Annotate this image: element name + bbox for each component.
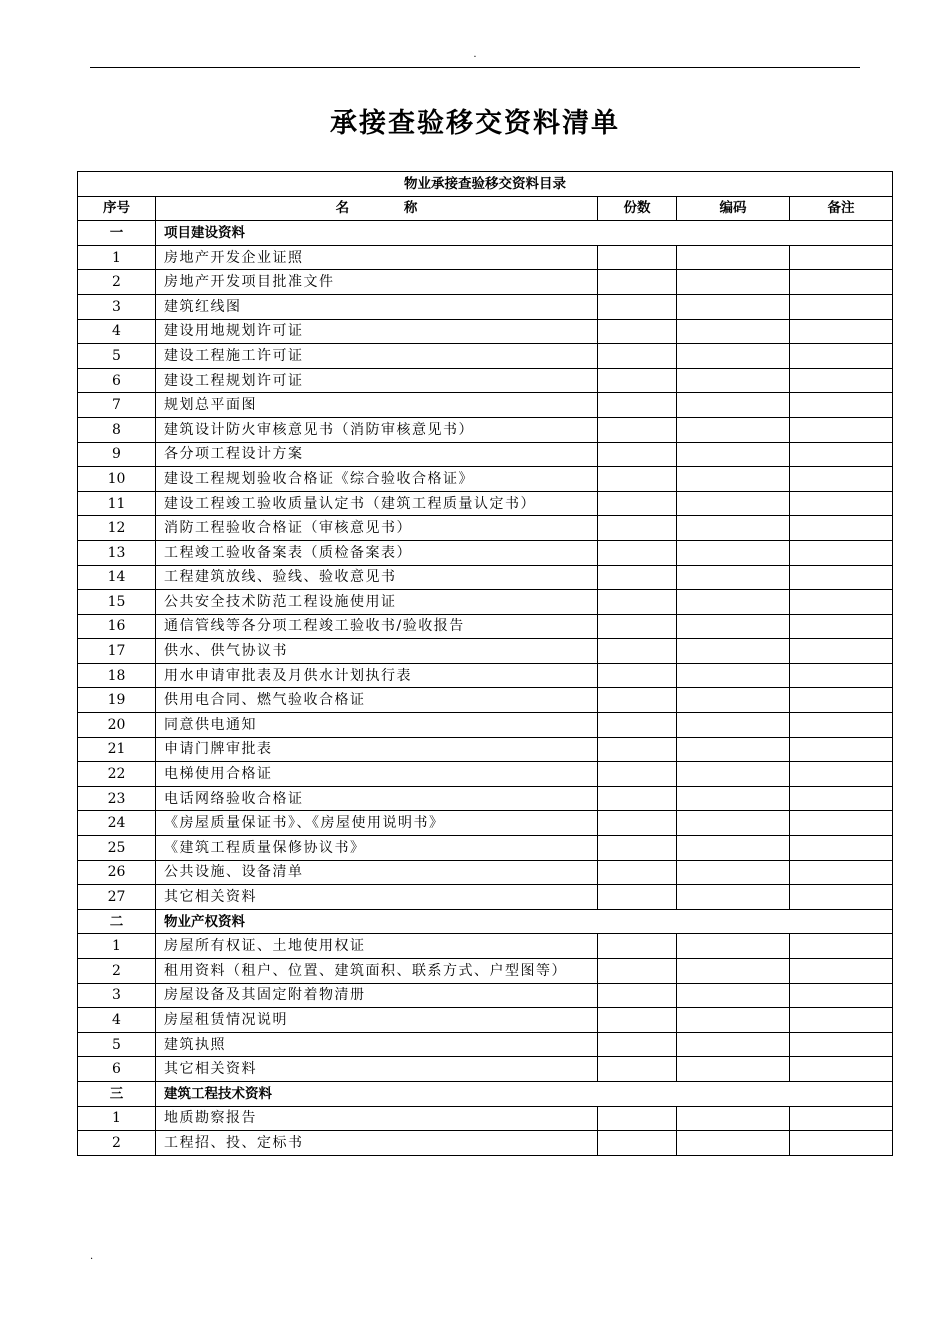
- item-name: 房地产开发企业证照: [156, 245, 598, 270]
- item-name: 工程建筑放线、验线、验收意见书: [156, 565, 598, 590]
- table-row: [78, 614, 893, 639]
- item-name: 其它相关资料: [156, 1057, 598, 1082]
- note-cell[interactable]: [790, 688, 893, 713]
- code-cell[interactable]: [677, 1032, 790, 1057]
- item-name: 建设工程竣工验收质量认定书（建筑工程质量认定书）: [156, 491, 598, 516]
- table-row: [78, 1057, 893, 1082]
- catalog-body: [78, 172, 893, 1156]
- copies-cell[interactable]: [598, 344, 677, 369]
- item-name: 租用资料（租户、位置、建筑面积、联系方式、户型图等）: [156, 959, 598, 984]
- item-number: 11: [78, 491, 156, 516]
- item-number: 18: [78, 663, 156, 688]
- table-row: [78, 688, 893, 713]
- copies-cell[interactable]: [598, 417, 677, 442]
- item-name: 规划总平面图: [156, 393, 598, 418]
- table-row: [78, 467, 893, 492]
- code-cell[interactable]: [677, 442, 790, 467]
- item-name: 供水、供气协议书: [156, 639, 598, 664]
- copies-cell[interactable]: [598, 1057, 677, 1082]
- table-row: [78, 245, 893, 270]
- code-cell[interactable]: [677, 368, 790, 393]
- item-number: 6: [78, 368, 156, 393]
- item-name: 建筑红线图: [156, 294, 598, 319]
- copies-cell[interactable]: [598, 294, 677, 319]
- table-caption-row: [78, 172, 893, 197]
- header-name: 名 称: [156, 196, 598, 221]
- item-number: 9: [78, 442, 156, 467]
- code-cell[interactable]: [677, 1106, 790, 1131]
- copies-cell[interactable]: [598, 614, 677, 639]
- item-number: 4: [78, 319, 156, 344]
- code-cell[interactable]: [677, 270, 790, 295]
- table-row: [78, 983, 893, 1008]
- note-cell[interactable]: [790, 737, 893, 762]
- item-name: 建设工程规划验收合格证《综合验收合格证》: [156, 467, 598, 492]
- copies-cell[interactable]: [598, 393, 677, 418]
- header-no: 序号: [78, 196, 156, 221]
- item-name: 《建筑工程质量保修协议书》: [156, 836, 598, 861]
- item-number: 27: [78, 885, 156, 910]
- note-cell[interactable]: [790, 811, 893, 836]
- copies-cell[interactable]: [598, 540, 677, 565]
- table-row: [78, 1106, 893, 1131]
- table-row: [78, 1131, 893, 1156]
- table-row: [78, 393, 893, 418]
- item-name: 建设用地规划许可证: [156, 319, 598, 344]
- code-cell[interactable]: [677, 245, 790, 270]
- section-title: 建筑工程技术资料: [156, 1081, 893, 1106]
- copies-cell[interactable]: [598, 959, 677, 984]
- note-cell[interactable]: [790, 294, 893, 319]
- table-row: [78, 540, 893, 565]
- item-number: 19: [78, 688, 156, 713]
- code-cell[interactable]: [677, 959, 790, 984]
- item-number: 1: [78, 1106, 156, 1131]
- item-name: 公共设施、设备清单: [156, 860, 598, 885]
- copies-cell[interactable]: [598, 811, 677, 836]
- code-cell[interactable]: [677, 344, 790, 369]
- copies-cell[interactable]: [598, 663, 677, 688]
- note-cell[interactable]: [790, 1032, 893, 1057]
- note-cell[interactable]: [790, 885, 893, 910]
- copies-cell[interactable]: [598, 467, 677, 492]
- item-name: 建设工程规划许可证: [156, 368, 598, 393]
- code-cell[interactable]: [677, 983, 790, 1008]
- table-row: [78, 1008, 893, 1033]
- copies-cell[interactable]: [598, 368, 677, 393]
- item-number: 4: [78, 1008, 156, 1033]
- item-number: 24: [78, 811, 156, 836]
- copies-cell[interactable]: [598, 885, 677, 910]
- section-row: [78, 909, 893, 934]
- code-cell[interactable]: [677, 663, 790, 688]
- code-cell[interactable]: [677, 811, 790, 836]
- table-row: [78, 565, 893, 590]
- table-row: [78, 590, 893, 615]
- table-row: [78, 811, 893, 836]
- table-row: [78, 639, 893, 664]
- copies-cell[interactable]: [598, 1008, 677, 1033]
- copies-cell[interactable]: [598, 786, 677, 811]
- item-number: 1: [78, 245, 156, 270]
- code-cell[interactable]: [677, 688, 790, 713]
- header-copies: 份数: [598, 196, 677, 221]
- section-number: 一: [78, 221, 156, 246]
- item-name: 各分项工程设计方案: [156, 442, 598, 467]
- code-cell[interactable]: [677, 836, 790, 861]
- item-name: 供用电合同、燃气验收合格证: [156, 688, 598, 713]
- copies-cell[interactable]: [598, 836, 677, 861]
- table-row: [78, 959, 893, 984]
- copies-cell[interactable]: [598, 565, 677, 590]
- copies-cell[interactable]: [598, 688, 677, 713]
- note-cell[interactable]: [790, 270, 893, 295]
- header-code: 编码: [677, 196, 790, 221]
- footer-mark: .: [90, 1251, 94, 1262]
- note-cell[interactable]: [790, 344, 893, 369]
- code-cell[interactable]: [677, 565, 790, 590]
- item-name: 建筑设计防火审核意见书（消防审核意见书）: [156, 417, 598, 442]
- copies-cell[interactable]: [598, 1131, 677, 1156]
- item-number: 16: [78, 614, 156, 639]
- table-row: [78, 934, 893, 959]
- note-cell[interactable]: [790, 663, 893, 688]
- table-row: [78, 294, 893, 319]
- table-row: [78, 786, 893, 811]
- document-title: 承接查验移交资料清单: [330, 108, 620, 139]
- item-name: 建设工程施工许可证: [156, 344, 598, 369]
- note-cell[interactable]: [790, 590, 893, 615]
- table-row: [78, 762, 893, 787]
- section-row: [78, 1081, 893, 1106]
- note-cell[interactable]: [790, 959, 893, 984]
- item-name: 房地产开发项目批准文件: [156, 270, 598, 295]
- code-cell[interactable]: [677, 934, 790, 959]
- item-number: 5: [78, 344, 156, 369]
- note-cell[interactable]: [790, 1131, 893, 1156]
- code-cell[interactable]: [677, 762, 790, 787]
- table-row: [78, 713, 893, 738]
- note-cell[interactable]: [790, 245, 893, 270]
- item-name: 建筑执照: [156, 1032, 598, 1057]
- note-cell[interactable]: [790, 467, 893, 492]
- item-number: 14: [78, 565, 156, 590]
- note-cell[interactable]: [790, 614, 893, 639]
- copies-cell[interactable]: [598, 245, 677, 270]
- code-cell[interactable]: [677, 467, 790, 492]
- code-cell[interactable]: [677, 1131, 790, 1156]
- item-number: 3: [78, 294, 156, 319]
- item-number: 2: [78, 270, 156, 295]
- note-cell[interactable]: [790, 565, 893, 590]
- item-name: 同意供电通知: [156, 713, 598, 738]
- note-cell[interactable]: [790, 836, 893, 861]
- copies-cell[interactable]: [598, 860, 677, 885]
- item-name: 地质勘察报告: [156, 1106, 598, 1131]
- code-cell[interactable]: [677, 1057, 790, 1082]
- note-cell[interactable]: [790, 442, 893, 467]
- item-name: 电话网络验收合格证: [156, 786, 598, 811]
- item-number: 3: [78, 983, 156, 1008]
- item-name: 申请门牌审批表: [156, 737, 598, 762]
- item-name: 《房屋质量保证书》、《房屋使用说明书》: [156, 811, 598, 836]
- copies-cell[interactable]: [598, 762, 677, 787]
- code-cell[interactable]: [677, 319, 790, 344]
- note-cell[interactable]: [790, 368, 893, 393]
- copies-cell[interactable]: [598, 590, 677, 615]
- table-row: [78, 516, 893, 541]
- item-name: 房屋租赁情况说明: [156, 1008, 598, 1033]
- note-cell[interactable]: [790, 393, 893, 418]
- copies-cell[interactable]: [598, 491, 677, 516]
- table-row: [78, 860, 893, 885]
- copies-cell[interactable]: [598, 737, 677, 762]
- copies-cell[interactable]: [598, 1032, 677, 1057]
- code-cell[interactable]: [677, 516, 790, 541]
- section-title: 项目建设资料: [156, 221, 893, 246]
- code-cell[interactable]: [677, 540, 790, 565]
- item-number: 15: [78, 590, 156, 615]
- code-cell[interactable]: [677, 786, 790, 811]
- code-cell[interactable]: [677, 737, 790, 762]
- item-number: 2: [78, 959, 156, 984]
- note-cell[interactable]: [790, 786, 893, 811]
- table-header-row: [78, 196, 893, 221]
- note-cell[interactable]: [790, 319, 893, 344]
- item-name: 房屋所有权证、土地使用权证: [156, 934, 598, 959]
- code-cell[interactable]: [677, 885, 790, 910]
- copies-cell[interactable]: [598, 639, 677, 664]
- catalog-table: [77, 171, 893, 1156]
- code-cell[interactable]: [677, 294, 790, 319]
- item-name: 通信管线等各分项工程竣工验收书/验收报告: [156, 614, 598, 639]
- code-cell[interactable]: [677, 614, 790, 639]
- note-cell[interactable]: [790, 934, 893, 959]
- item-name: 公共安全技术防范工程设施使用证: [156, 590, 598, 615]
- copies-cell[interactable]: [598, 319, 677, 344]
- table-row: [78, 836, 893, 861]
- table-row: [78, 319, 893, 344]
- code-cell[interactable]: [677, 590, 790, 615]
- item-number: 22: [78, 762, 156, 787]
- item-number: 13: [78, 540, 156, 565]
- note-cell[interactable]: [790, 713, 893, 738]
- note-cell[interactable]: [790, 860, 893, 885]
- item-number: 7: [78, 393, 156, 418]
- table-row: [78, 417, 893, 442]
- copies-cell[interactable]: [598, 270, 677, 295]
- item-name: 其它相关资料: [156, 885, 598, 910]
- copies-cell[interactable]: [598, 983, 677, 1008]
- item-name: 消防工程验收合格证（审核意见书）: [156, 516, 598, 541]
- table-row: [78, 1032, 893, 1057]
- code-cell[interactable]: [677, 1008, 790, 1033]
- note-cell[interactable]: [790, 639, 893, 664]
- item-number: 10: [78, 467, 156, 492]
- item-number: 1: [78, 934, 156, 959]
- copies-cell[interactable]: [598, 442, 677, 467]
- item-number: 25: [78, 836, 156, 861]
- item-number: 12: [78, 516, 156, 541]
- table-row: [78, 737, 893, 762]
- header-mark: .: [473, 49, 477, 60]
- item-name: 电梯使用合格证: [156, 762, 598, 787]
- item-number: 8: [78, 417, 156, 442]
- table-row: [78, 663, 893, 688]
- table-row: [78, 344, 893, 369]
- header-note: 备注: [790, 196, 893, 221]
- section-row: [78, 221, 893, 246]
- item-number: 21: [78, 737, 156, 762]
- table-row: [78, 885, 893, 910]
- item-number: 17: [78, 639, 156, 664]
- note-cell[interactable]: [790, 1106, 893, 1131]
- note-cell[interactable]: [790, 1057, 893, 1082]
- note-cell[interactable]: [790, 417, 893, 442]
- section-number: 二: [78, 909, 156, 934]
- note-cell[interactable]: [790, 1008, 893, 1033]
- copies-cell[interactable]: [598, 1106, 677, 1131]
- section-number: 三: [78, 1081, 156, 1106]
- code-cell[interactable]: [677, 393, 790, 418]
- code-cell[interactable]: [677, 860, 790, 885]
- item-number: 5: [78, 1032, 156, 1057]
- code-cell[interactable]: [677, 639, 790, 664]
- header-rule: [90, 67, 860, 68]
- code-cell[interactable]: [677, 491, 790, 516]
- note-cell[interactable]: [790, 983, 893, 1008]
- note-cell[interactable]: [790, 491, 893, 516]
- copies-cell[interactable]: [598, 713, 677, 738]
- note-cell[interactable]: [790, 540, 893, 565]
- table-caption: 物业承接查验移交资料目录: [78, 172, 893, 197]
- code-cell[interactable]: [677, 417, 790, 442]
- item-name: 用水申请审批表及月供水计划执行表: [156, 663, 598, 688]
- item-name: 工程竣工验收备案表（质检备案表）: [156, 540, 598, 565]
- note-cell[interactable]: [790, 762, 893, 787]
- table-row: [78, 368, 893, 393]
- item-number: 6: [78, 1057, 156, 1082]
- item-number: 23: [78, 786, 156, 811]
- item-number: 26: [78, 860, 156, 885]
- section-title: 物业产权资料: [156, 909, 893, 934]
- item-name: 房屋设备及其固定附着物清册: [156, 983, 598, 1008]
- note-cell[interactable]: [790, 516, 893, 541]
- copies-cell[interactable]: [598, 516, 677, 541]
- item-number: 20: [78, 713, 156, 738]
- table-row: [78, 270, 893, 295]
- table-row: [78, 442, 893, 467]
- item-number: 2: [78, 1131, 156, 1156]
- item-name: 工程招、投、定标书: [156, 1131, 598, 1156]
- code-cell[interactable]: [677, 713, 790, 738]
- table-row: [78, 491, 893, 516]
- copies-cell[interactable]: [598, 934, 677, 959]
